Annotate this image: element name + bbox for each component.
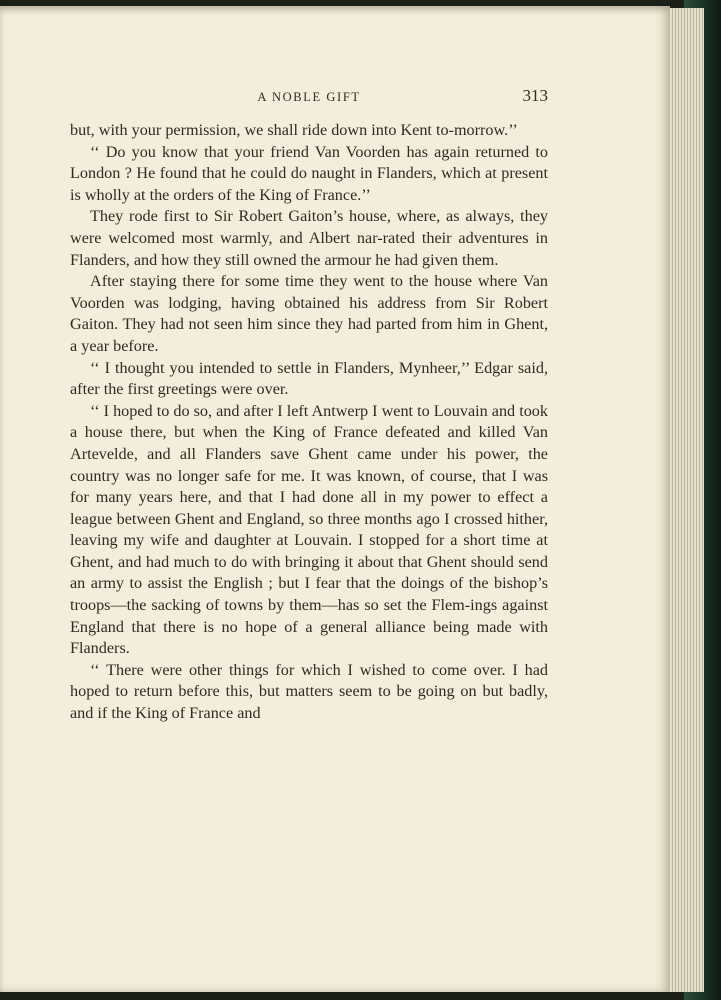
paragraph: After staying there for some time they went to the house where Van Voorden was lodging, having obtained his address from Sir Robert Gaiton. They had not seen him since they had parted from him in Ghent, a year before. [70, 272, 548, 355]
paragraph: ‘‘ There were other things for which I wished to come over. I had hoped to return before this, but matters seem to be going on but badly, and if the King of France and [70, 660, 548, 723]
paragraph: They rode first to Sir Robert Gaiton’s house, where, as always, they were welcomed most warmly, and Albert nar-rated their adventures in Flanders, and how they still owned the armour he had given them. [70, 207, 548, 269]
page-header [70, 86, 548, 112]
paragraph: ‘‘ I hoped to do so, and after I left Antwerp I went to Louvain and took a house there, but when the King of France defeated and killed Van Artevelde, and all Flanders save Ghent came under his power, the country was no longer safe for me. It was known, of course, that I was for many years here, and that I had done all in my power to effect a league between Ghent and England, so three months ago I crossed hither, leaving my wife and daughter at Louvain. I stopped for a short time at Ghent, and had much to do with bringing it about that Ghent should send an army to assist the English ; but I fear that the doings of the bishop’s troops—the sacking of towns by them—has so set the Flem-ings against England that there is no hope of a general alliance being made with Flanders. [70, 401, 548, 658]
running-title: A NOBLE GIFT [257, 90, 361, 104]
page-number: 313 [522, 86, 548, 105]
body-text [70, 120, 548, 725]
page-edges [664, 8, 704, 992]
paragraph: ‘‘ Do you know that your friend Van Voorden has again returned to London ? He found that he could do naught in Flanders, which at present is wholly at the orders of the King of France.’’ [70, 142, 548, 204]
paragraph: ‘‘ I thought you intended to settle in Flanders, Mynheer,’’ Edgar said, after the first greetings were over. [70, 358, 548, 399]
paragraph: but, with your permission, we shall ride down into Kent to-morrow.’’ [70, 121, 518, 139]
